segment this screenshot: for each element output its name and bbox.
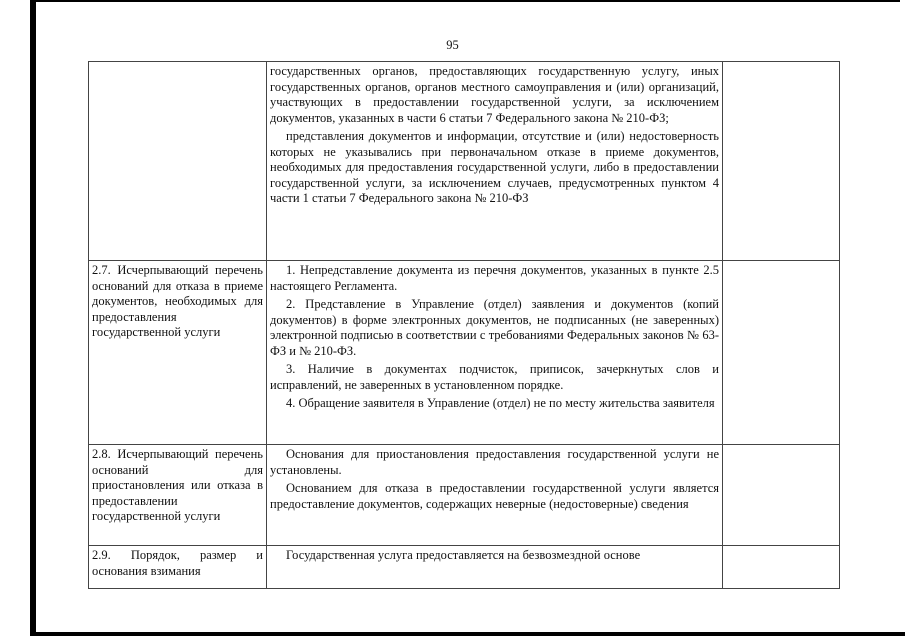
row-label: 2.9. Порядок, размер и основания взимания xyxy=(89,546,267,589)
row-note xyxy=(723,62,840,261)
scan-border-top xyxy=(30,0,900,2)
row-paragraph: представления документов и информации, отсутствие и (или) недостоверность которых не указывались при первоначальном отказе в приеме документов, необходимых для предоставления государственной услуги, либо в предоставлении государственной услуги, за исключением случаев, предусмотренных пунктом 4 части 1 статьи 7 Федерального закона № 210-ФЗ xyxy=(270,129,719,205)
row-label: 2.7. Исчерпывающий перечень оснований для отказа в приеме документов, необходимых для предоставления государственной услуги xyxy=(89,261,267,445)
row-paragraph: 4. Обращение заявителя в Управление (отдел) не по месту жительства заявителя xyxy=(286,396,715,410)
row-label xyxy=(89,62,267,261)
row-content xyxy=(267,261,723,445)
table-row xyxy=(89,261,840,445)
row-paragraph: государственных органов, предоставляющих государственную услугу, иных государственных органов, органов местного самоуправления и (или) организаций, участвующих в предоставлении государственной услуги, за исключением документов, указанных в части 6 статьи 7 Федерального закона № 210-ФЗ; xyxy=(270,64,719,125)
row-paragraph: 2. Представление в Управление (отдел) заявления и документов (копий документов) в форме электронных документов, не подписанных (не заверенных) электронной подписью в соответствии с требованиями Федеральных законов № 63-ФЗ и № 210-ФЗ. xyxy=(270,297,719,358)
row-paragraph: 3. Наличие в документах подчисток, приписок, зачеркнутых слов и исправлений, не заверенных в установленном порядке. xyxy=(270,362,719,392)
row-paragraph: 1. Непредставление документа из перечня документов, указанных в пункте 2.5 настоящего Регламента. xyxy=(270,263,719,293)
regulation-table xyxy=(88,61,840,589)
row-paragraph: Основания для приостановления предоставления государственной услуги не установлены. xyxy=(270,447,719,477)
row-label: 2.8. Исчерпывающий перечень оснований для приостановления или отказа в предоставлении государственной услуги xyxy=(89,445,267,546)
row-note xyxy=(723,546,840,589)
row-note xyxy=(723,445,840,546)
row-note xyxy=(723,261,840,445)
scan-border-left xyxy=(30,0,36,635)
scan-border-bottom xyxy=(30,632,905,636)
table-row xyxy=(89,445,840,546)
table-row xyxy=(89,546,840,589)
row-paragraph: Основанием для отказа в предоставлении государственной услуги является предоставление документов, содержащих неверные (недостоверные) сведения xyxy=(270,481,719,511)
page-number: 95 xyxy=(446,38,459,52)
row-content xyxy=(267,445,723,546)
row-content xyxy=(267,546,723,589)
row-paragraph: Государственная услуга предоставляется на безвозмездной основе xyxy=(286,548,641,562)
row-content xyxy=(267,62,723,261)
table-row xyxy=(89,62,840,261)
